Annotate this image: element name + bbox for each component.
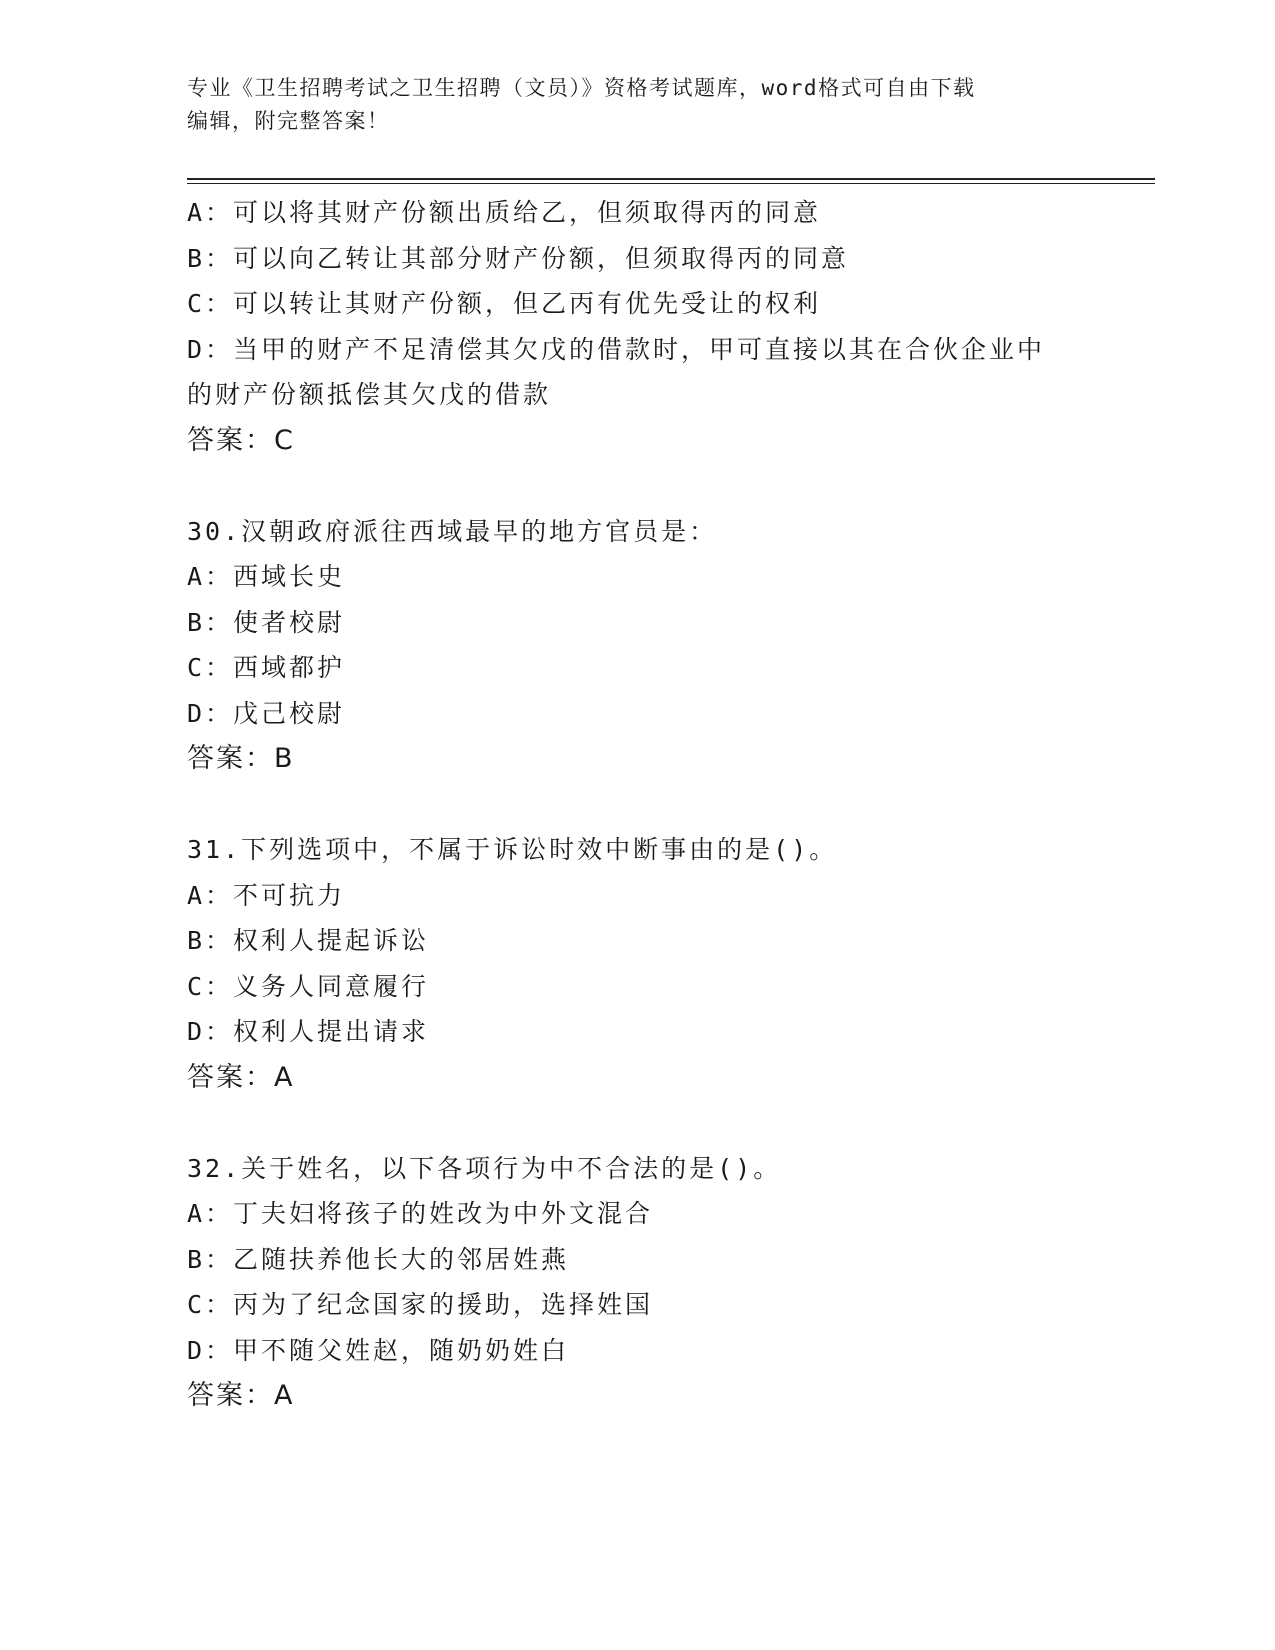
q30-option-a: A：西域长史 [187,562,346,591]
header-line-2: 编辑，附完整答案！ [187,109,390,133]
q30-question: 30.汉朝政府派往西域最早的地方官员是： [187,516,718,546]
q29-option-d: D：当甲的财产不足清偿其欠戊的借款时，甲可直接以其在合伙企业中 [187,334,1046,364]
q31-question: 31.下列选项中，不属于诉讼时效中断事由的是()。 [187,835,838,864]
q30-option-d: D：戊己校尉 [187,698,346,728]
q29-option-d-cont: 的财产份额抵偿其欠戊的借款 [187,380,552,409]
q30-option-b: B：使者校尉 [187,607,346,637]
q31-answer: 答案：A [187,1061,295,1093]
spacer [187,782,1087,828]
q31-option-a: A：不可抗力 [187,880,346,910]
question-32 [187,1146,1087,1419]
q30-answer: 答案：B [187,743,295,774]
q32-option-a: A：丁夫妇将孩子的姓改为中外文混合 [187,1199,654,1228]
spacer [187,1100,1087,1146]
q32-option-c: C：丙为了纪念国家的援助，选择姓国 [187,1290,654,1319]
header-divider-thick [187,178,1155,180]
q31-option-d: D：权利人提出请求 [187,1017,430,1046]
q32-option-d: D：甲不随父姓赵，随奶奶姓白 [187,1335,570,1365]
q32-answer: 答案：A [187,1380,295,1411]
q30-option-c: C：西域都护 [187,653,346,682]
spacer [187,463,1087,509]
header-line-1: 专业《卫生招聘考试之卫生招聘（文员）》资格考试题库，word格式可自由下载 [187,76,976,100]
q32-option-b: B：乙随扶养他长大的邻居姓燕 [187,1244,570,1274]
q29-answer: 答案：C [187,424,295,456]
question-list [187,190,1087,1419]
question-29 [187,190,1087,463]
question-30 [187,509,1087,782]
q31-option-b: B：权利人提起诉讼 [187,926,430,955]
document-header [187,72,1087,138]
q31-option-c: C：义务人同意履行 [187,971,430,1001]
header-divider-thin [187,183,1155,184]
q29-option-b: B：可以向乙转让其部分财产份额，但须取得丙的同意 [187,243,850,273]
q29-option-a: A：可以将其财产份额出质给乙，但须取得丙的同意 [187,198,822,227]
question-31 [187,827,1087,1100]
q29-option-c: C：可以转让其财产份额，但乙丙有优先受让的权利 [187,289,822,318]
q32-question: 32.关于姓名，以下各项行为中不合法的是()。 [187,1153,782,1183]
